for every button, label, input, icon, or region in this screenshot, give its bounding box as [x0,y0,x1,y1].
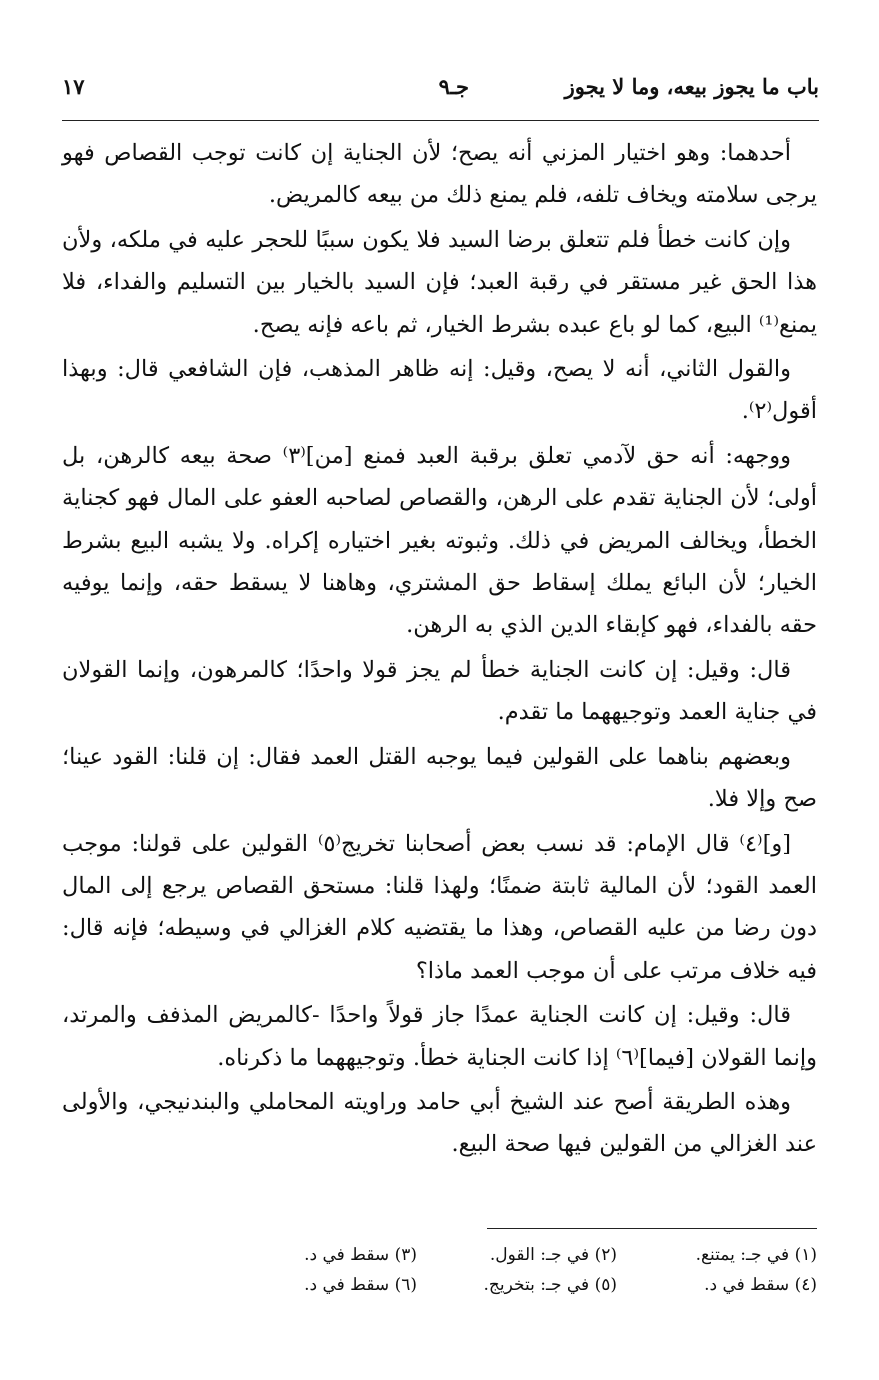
main-text [62,132,817,1168]
footnote-row [200,1240,817,1270]
footnote: (١) في جـ: يمتنع. [695,1245,817,1265]
paragraph: قال: وقيل: إن كانت الجناية خطأ لم يجز قولا واحدًا؛ كالمرهون، وإنما القولان في جناية العمد وتوجيههما ما تقدم. [62,656,817,726]
footnote: (٢) في جـ: القول. [489,1245,617,1265]
paragraph: قال: وقيل: إن كانت الجناية عمدًا جاز قولاً واحدًا -كالمريض المذفف والمرتد، وإنما القولان [فيما]⁽٦⁾ إذا كانت الجناية خطأ. وتوجيههما ما ذكرناه. [62,1002,817,1071]
footnote: (٥) في جـ: بتخريج. [483,1275,617,1295]
paragraph: ووجهه: أنه حق لآدمي تعلق برقبة العبد فمنع [من]⁽٣⁾ صحة بيعه كالرهن، بل أولى؛ لأن الجناية تقدم على الرهن، والقصاص لصاحبه العفو على المال فهو كجناية الخطأ، ويخالف المريض في ذلك. وثبوته بغير اختياره إكراه. ولا يشبه البيع بشرط الخيار؛ لأن البائع يملك إسقاط حق المشتري، وهاهنا لا يسقط حقه، وإنما يوفيه حقه بالفداء، فهو كإبقاء الدين الذي به الرهن. [62,442,817,639]
running-title: باب ما يجوز بيعه، وما لا يجوز [564,74,819,99]
paragraph: وبعضهم بناهما على القولين فيما يوجبه القتل العمد فقال: إن قلنا: القود عينا؛ صح وإلا فلا. [62,743,817,813]
paragraph: وإن كانت خطأ فلم تتعلق برضا السيد فلا يكون سببًا للحجر عليه في ملكه، ولأن هذا الحق غير مستقر في رقبة العبد؛ فإن السيد بالخيار بين التسليم والفداء، فلا يمنع⁽¹⁾ البيع، كما لو باع عبده بشرط الخيار، ثم باعه فإنه يصح. [62,226,817,338]
volume-number: جـ٩ [438,74,469,99]
footnote-rule [487,1228,817,1229]
footnote: (٤) سقط في د. [704,1275,817,1295]
paragraph: وهذه الطريقة أصح عند الشيخ أبي حامد وراويته المحاملي والبندنيجي، والأولى عند الغزالي من القولين فيها صحة البيع. [62,1088,817,1158]
footnotes [200,1240,817,1300]
paragraph: [و]⁽٤⁾ قال الإمام: قد نسب بعض أصحابنا تخريج⁽٥⁾ القولين على قولنا: موجب العمد القود؛ لأن المالية ثابتة ضمنًا؛ ولهذا قلنا: مستحق القصاص يرجع إلى المال دون رضا من عليه القصاص، وهذا ما يقتضيه كلام الغزالي في وسيطه؛ فإنه قال: فيه خلاف مرتب على أن موجب العمد ماذا؟ [62,830,817,984]
header-rule [62,120,819,121]
page-header [62,62,819,112]
paragraph: والقول الثاني، أنه لا يصح، وقيل: إنه ظاهر المذهب، فإن الشافعي قال: وبهذا أقول⁽٢⁾. [62,356,817,425]
footnote-row [200,1270,817,1300]
footnote: (٦) سقط في د. [304,1275,417,1295]
paragraph: أحدهما: وهو اختيار المزني أنه يصح؛ لأن الجناية إن كانت توجب القصاص فهو يرجى سلامته ويخاف تلفه، فلم يمنع ذلك من بيعه كالمريض. [62,140,817,209]
footnote: (٣) سقط في د. [304,1245,417,1265]
page-number: ١٧ [62,74,85,99]
